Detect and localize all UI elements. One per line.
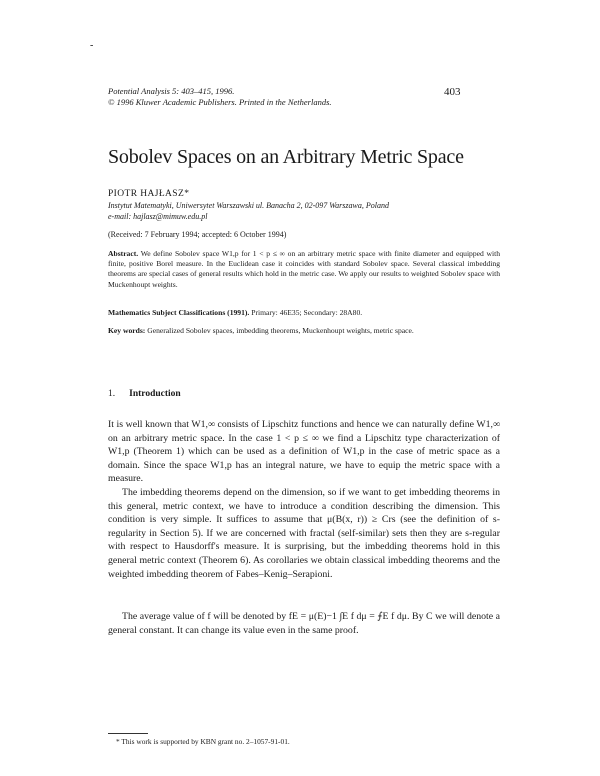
msc-text: Primary: 46E35; Secondary: 28A80. <box>251 308 363 317</box>
footnote-divider <box>108 733 148 734</box>
abstract-label: Abstract. <box>108 249 139 258</box>
affiliation-email: e-mail: hajlasz@mimuw.edu.pl <box>108 211 208 221</box>
body-paragraph-1: It is well known that W1,∞ consists of Lipschitz functions and hence we can naturally define W1,∞ on an arbitrary metric space. In the case 1 < p ≤ ∞ we find a Lipschitz type characterization of W1,p (Theorem 1) which can be used as a definition of W1,p in the case of metric space as a domain. Since the space W1,p has an integral nature, we have to equip the metric space with a measure. <box>108 419 500 485</box>
journal-line-2: © 1996 Kluwer Academic Publishers. Printed in the Netherlands. <box>108 97 332 107</box>
body-paragraph-3: The average value of f will be denoted by fE = μ(E)−1 ∫E f dμ = ⨍E f dμ. By C we will denote a general constant. It can change its value even in the same proof. <box>108 611 500 636</box>
affiliation-address: Instytut Matematyki, Uniwersytet Warszawski ul. Banacha 2, 02-097 Warszawa, Poland <box>108 201 389 210</box>
msc-classification <box>108 308 362 317</box>
corner-mark: - <box>90 40 94 51</box>
journal-line-1: Potential Analysis 5: 403–415, 1996. <box>108 86 235 96</box>
abstract-text: We define Sobolev space W1,p for 1 < p ≤ ∞ on an arbitrary metric space with finite diameter and equipped with finite, positive Borel measure. In the Euclidean case it coincides with standard Sobolev space. Several classical imbedding theorems are special cases of general results which hold in the metric case. We apply our results to weighted Sobolev space with Muckenhoupt weights. <box>108 249 500 289</box>
section-heading <box>108 389 181 399</box>
msc-label: Mathematics Subject Classifications (1991). <box>108 308 250 317</box>
keywords-text: Generalized Sobolev spaces, imbedding theorems, Muckenhoupt weights, metric space. <box>147 326 414 335</box>
body-paragraph-2: The imbedding theorems depend on the dimension, so if we want to get imbedding theorems in this general, metric context, we have to introduce a condition describing the dimension. This condition is very simple. It suffices to assume that μ(B(x, r)) ≥ Crs (see the definition of s-regularity in Section 5). If we are concerned with fractal (self-similar) sets then they are s-regular with respect to Hausdorff's measure. It is surprising, but the imbedding theorems hold in this general metric context (Theorem 6). As corollaries we obtain classical imbedding theorems and the weighted imbedding theorem of Fabes–Kenig–Serapioni. <box>108 487 500 580</box>
keywords-label: Key words: <box>108 326 146 335</box>
section-title: Introduction <box>129 389 181 399</box>
paper-title: Sobolev Spaces on an Arbitrary Metric Space <box>108 146 464 168</box>
section-number: 1. <box>108 389 116 399</box>
footnote: * This work is supported by KBN grant no. 2–1057-91-01. <box>116 737 290 746</box>
abstract <box>108 249 500 290</box>
page-number: 403 <box>444 86 461 98</box>
keywords <box>108 326 414 335</box>
affiliation <box>108 201 389 222</box>
author-name: PIOTR HAJŁASZ* <box>108 189 190 199</box>
journal-citation <box>108 86 332 108</box>
received-dates: (Received: 7 February 1994; accepted: 6 October 1994) <box>108 230 287 239</box>
